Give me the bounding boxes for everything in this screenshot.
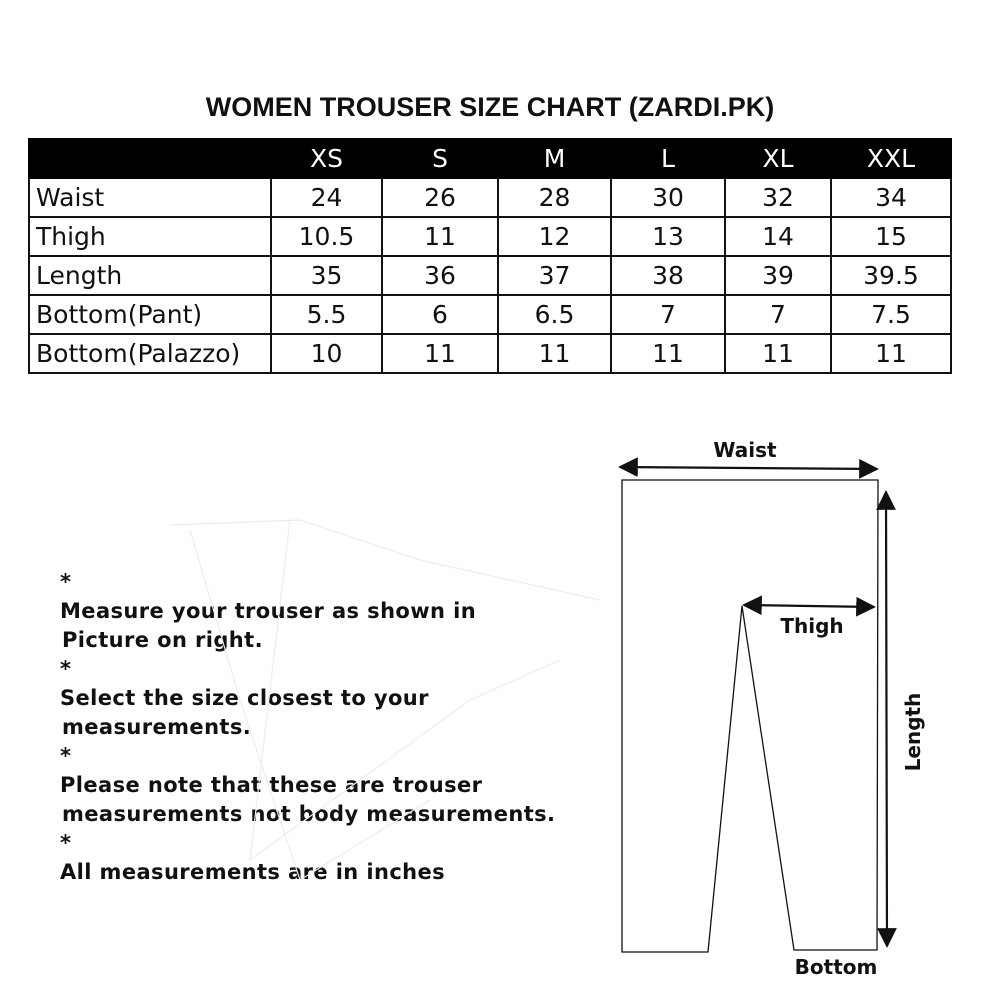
note-line: * Please note that these are trouser <box>60 773 483 797</box>
table-cell: 10.5 <box>271 217 382 256</box>
table-cell: 7 <box>611 295 725 334</box>
note-line: * Select the size closest to your <box>60 686 429 710</box>
table-cell: 11 <box>382 217 498 256</box>
table-cell: 13 <box>611 217 725 256</box>
table-cell: 28 <box>498 178 611 217</box>
length-label: Length <box>901 692 925 772</box>
bottom-label: Bottom <box>794 955 878 979</box>
row-label: Thigh <box>29 217 271 256</box>
trouser-outline <box>622 480 878 952</box>
row-label: Bottom(Pant) <box>29 295 271 334</box>
length-arrow <box>886 492 887 946</box>
table-cell: 30 <box>611 178 725 217</box>
note-line: measurements not body measurements. <box>62 802 556 826</box>
thigh-label: Thigh <box>780 614 844 638</box>
table-cell: 6 <box>382 295 498 334</box>
table-cell: 11 <box>831 334 951 373</box>
column-header-xxl: XXL <box>831 139 951 178</box>
column-header-l: L <box>611 139 725 178</box>
table-cell: 5.5 <box>271 295 382 334</box>
table-cell: 12 <box>498 217 611 256</box>
table-cell: 34 <box>831 178 951 217</box>
note-line: Picture on right. <box>62 628 263 652</box>
row-label: Bottom(Palazzo) <box>29 334 271 373</box>
row-label: Length <box>29 256 271 295</box>
table-cell: 39.5 <box>831 256 951 295</box>
column-header-xl: XL <box>725 139 831 178</box>
note-line: * Measure your trouser as shown in <box>60 599 477 623</box>
table-cell: 11 <box>498 334 611 373</box>
table-cell: 6.5 <box>498 295 611 334</box>
table-cell: 39 <box>725 256 831 295</box>
table-cell: 15 <box>831 217 951 256</box>
page-title: WOMEN TROUSER SIZE CHART (ZARDI.PK) <box>205 92 775 122</box>
table-cell: 24 <box>271 178 382 217</box>
table-cell: 36 <box>382 256 498 295</box>
column-header-xs: XS <box>271 139 382 178</box>
table-cell: 11 <box>382 334 498 373</box>
thigh-arrow <box>744 605 874 607</box>
table-cell: 14 <box>725 217 831 256</box>
note-line: measurements. <box>62 715 252 739</box>
table-cell: 7.5 <box>831 295 951 334</box>
row-label: Waist <box>29 178 271 217</box>
waist-label: Waist <box>713 438 777 462</box>
column-header-m: M <box>498 139 611 178</box>
background-sketch <box>170 520 600 880</box>
table-cell: 11 <box>611 334 725 373</box>
table-cell: 10 <box>271 334 382 373</box>
waist-arrow <box>620 467 877 469</box>
table-cell: 7 <box>725 295 831 334</box>
table-cell: 38 <box>611 256 725 295</box>
table-cell: 37 <box>498 256 611 295</box>
table-cell: 26 <box>382 178 498 217</box>
table-cell: 32 <box>725 178 831 217</box>
table-cell: 35 <box>271 256 382 295</box>
column-header-s: S <box>382 139 498 178</box>
table-cell: 11 <box>725 334 831 373</box>
note-line: * All measurements are in inches <box>60 860 446 884</box>
